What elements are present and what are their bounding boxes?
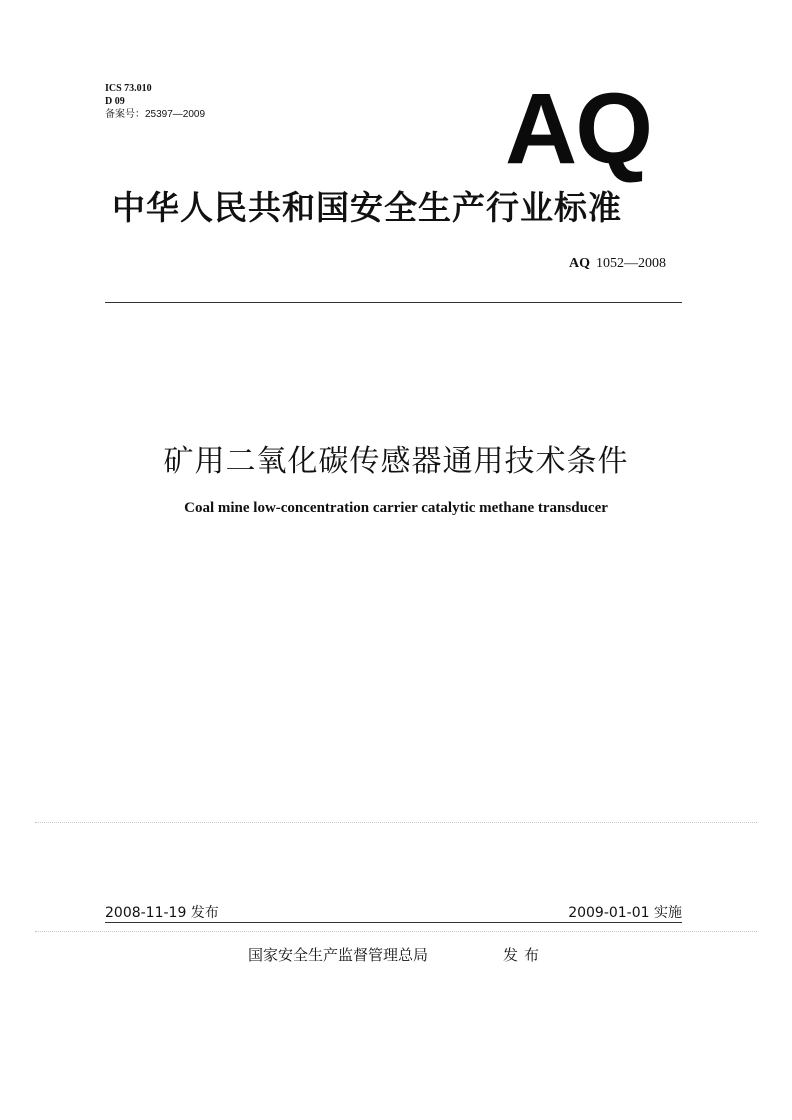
footer-divider (105, 922, 682, 923)
dotted-divider-lower (35, 931, 757, 932)
aq-logo: AQ (505, 73, 651, 185)
record-number: 备案号：25397—2009 (105, 109, 206, 120)
standard-category-heading: 中华人民共和国安全生产行业标准 (112, 188, 622, 227)
document-title-chinese: 矿用二氧化碳传感器通用技术条件 (163, 444, 629, 479)
dotted-divider-upper (35, 822, 757, 823)
implementation-date: 2009-01-01 实施 (568, 905, 682, 921)
classification-code: D 09 (105, 96, 125, 107)
ics-code: ICS 73.010 (105, 83, 152, 94)
standard-prefix: AQ (569, 256, 590, 271)
document-title-english: Coal mine low-concentration carrier catalytic methane transducer (184, 500, 608, 516)
cover-metadata (105, 82, 205, 121)
standard-number (569, 256, 666, 272)
standard-code: 1052—2008 (596, 256, 666, 271)
publish-label: 发布 (503, 946, 546, 964)
issue-date: 2008-11-19 发布 (105, 905, 219, 921)
issuing-authority: 国家安全生产监督管理总局 (248, 946, 429, 964)
header-divider (105, 302, 682, 303)
